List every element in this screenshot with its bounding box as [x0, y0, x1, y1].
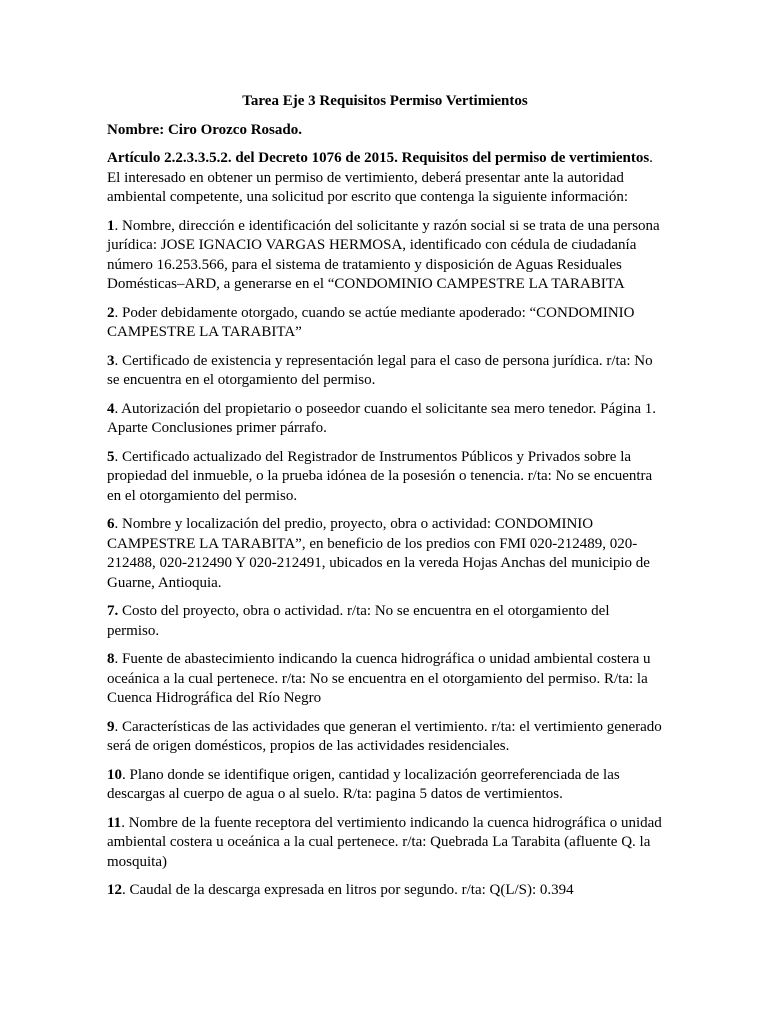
requirement-item-7 [107, 602, 663, 641]
item-number: 6 [107, 516, 115, 532]
item-number: 7. [107, 603, 119, 619]
item-text: . Nombre, dirección e identificación del solicitante y razón social si se trata de una persona jurídica: JOSE IGNACIO VARGAS HERMOSA, identificado con cédula de ciudadanía número 16.253.566, para el sistema de tratamiento y disposición de Aguas Residuales Domésticas–ARD, a generarse en el “CONDOMINIO CAMPESTRE LA TARABITA [107, 217, 660, 292]
item-text: . Plano donde se identifique origen, cantidad y localización georreferenciada de las descargas al cuerpo de agua o al suelo. R/ta: pagina 5 datos de vertimientos. [107, 766, 620, 802]
item-text: . Certificado de existencia y representación legal para el caso de persona jurídica. r/ta: No se encuentra en el otorgamiento del permiso. [107, 352, 653, 388]
item-number: 8 [107, 651, 115, 667]
requirement-item-5 [107, 448, 663, 507]
item-text: . Poder debidamente otorgado, cuando se actúe mediante apoderado: “CONDOMINIO CAMPESTRE LA TARABITA” [107, 304, 635, 340]
item-number: 9 [107, 718, 115, 735]
item-number: 10 [107, 766, 122, 783]
requirement-item-4 [107, 400, 663, 439]
document-title: Tarea Eje 3 Requisitos Permiso Vertimientos [242, 93, 528, 109]
article-heading: Artículo 2.2.3.3.5.2. del Decreto 1076 de 2015. Requisitos del permiso de vertimientos [107, 150, 650, 166]
item-text: . Características de las actividades que generan el vertimiento. r/ta: el vertimiento generado será de origen domésticos, propios de las actividades residenciales. [107, 718, 662, 754]
item-text: . Nombre de la fuente receptora del vertimiento indicando la cuenca hidrográfica o unidad ambiental costera u oceánica a la cual pertenece. r/ta: Quebrada La Tarabita (afluente Q. la mosquita) [107, 814, 662, 870]
item-number: 11 [107, 814, 122, 831]
author-name-line: Nombre: Ciro Orozco Rosado. [107, 121, 302, 138]
article-heading-period: . [649, 150, 653, 166]
requirement-item-2 [107, 304, 663, 343]
item-text: . Nombre y localización del predio, proyecto, obra o actividad: CONDOMINIO CAMPESTRE LA TARABITA”, en beneficio de los predios con FMI 020-212489, 020-212488, 020-212490 Y 020-212491, ubicados en la vereda Hojas Anchas del municipio de Guarne, Antioquia. [107, 516, 650, 591]
item-text: . Caudal de la descarga expresada en litros por segundo. r/ta: Q(L/S): 0.394 [122, 882, 574, 898]
article-paragraph [107, 149, 663, 208]
intro-text: El interesado en obtener un permiso de vertimiento, deberá presentar ante la autoridad ambiental competente, una solicitud por escrito que contenga la siguiente información: [107, 169, 629, 205]
requirement-item-11 [107, 814, 663, 873]
item-number: 1 [107, 217, 115, 234]
item-number: 4 [107, 400, 115, 417]
requirement-item-1 [107, 217, 663, 295]
requirement-item-10 [107, 766, 663, 805]
item-number: 2 [107, 304, 115, 321]
item-number: 12 [107, 882, 122, 898]
item-text: . Certificado actualizado del Registrador de Instrumentos Públicos y Privados sobre la propiedad del inmueble, o la prueba idónea de la posesión o tenencia. r/ta: No se encuentra en el otorgamiento del permiso. [107, 448, 653, 504]
item-text: . Autorización del propietario o poseedor cuando el solicitante sea mero tenedor. Página 1. Aparte Conclusiones primer párrafo. [107, 400, 656, 436]
item-number: 5 [107, 448, 115, 465]
requirement-item-3 [107, 352, 663, 391]
document-page [107, 92, 663, 910]
item-number: 3 [107, 352, 115, 369]
requirement-item-6 [107, 515, 663, 593]
requirement-item-12 [107, 881, 663, 901]
item-text: Costo del proyecto, obra o actividad. r/ta: No se encuentra en el otorgamiento del permiso. [107, 603, 610, 639]
item-text: . Fuente de abastecimiento indicando la cuenca hidrográfica o unidad ambiental costera u oceánica a la cual pertenece. r/ta: No se encuentra en el otorgamiento del permiso. R/ta: la Cuenca Hidrográfica del Río Negro [107, 651, 651, 706]
requirement-item-9 [107, 718, 663, 757]
requirement-item-8 [107, 650, 663, 709]
